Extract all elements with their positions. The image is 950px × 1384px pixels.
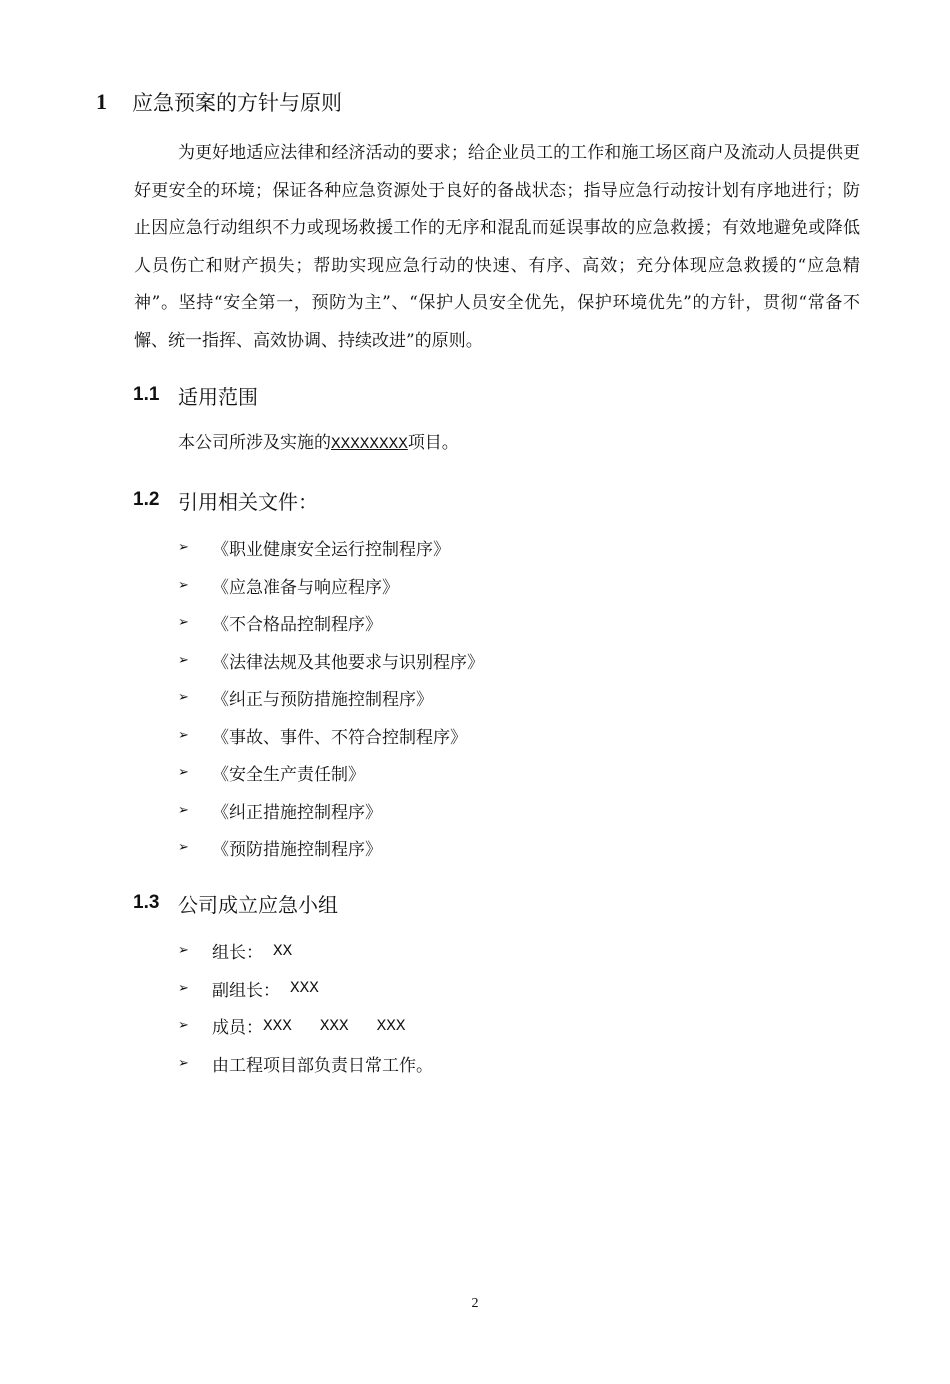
section-1-2-title: 引用相关文件： bbox=[178, 489, 318, 514]
arrow-bullet-icon: ➢ bbox=[178, 577, 189, 593]
scope-text-after: 项目。 bbox=[407, 433, 459, 453]
section-1-1-title: 适用范围 bbox=[178, 384, 258, 409]
section-1-1-number: 1.1 bbox=[133, 384, 160, 405]
arrow-bullet-icon: ➢ bbox=[178, 540, 189, 556]
list-item: ➢ 《职业健康安全运行控制程序》 bbox=[178, 540, 450, 561]
page-number: 2 bbox=[471, 1296, 479, 1311]
daily-work-item: ➢ 由工程项目部负责日常工作。 bbox=[178, 1055, 433, 1076]
arrow-bullet-icon: ➢ bbox=[178, 690, 189, 706]
arrow-bullet-icon: ➢ bbox=[178, 765, 189, 781]
arrow-bullet-icon: ➢ bbox=[178, 802, 189, 818]
arrow-bullet-icon: ➢ bbox=[178, 727, 189, 743]
section-1-heading bbox=[96, 86, 342, 118]
members-item: ➢ 成员： XXX XXX XXX bbox=[178, 1016, 406, 1039]
arrow-bullet-icon: ➢ bbox=[178, 652, 189, 668]
section-1-number: 1 bbox=[96, 89, 107, 114]
member-name: XXX bbox=[319, 1016, 349, 1035]
section-1-2-heading bbox=[133, 485, 318, 515]
deputy-leader-name: XXX bbox=[290, 979, 319, 998]
list-item: ➢ 《事故、事件、不符合控制程序》 bbox=[178, 727, 467, 748]
section-1-1-heading bbox=[133, 380, 258, 410]
emergency-team-list bbox=[178, 932, 433, 1082]
arrow-bullet-icon: ➢ bbox=[178, 943, 189, 959]
scope-text-before: 本公司所涉及实施的 bbox=[178, 433, 331, 453]
member-name: XXX bbox=[263, 1016, 292, 1035]
list-item: ➢ 《法律法规及其他要求与识别程序》 bbox=[178, 652, 484, 673]
list-item: ➢ 《应急准备与响应程序》 bbox=[178, 577, 399, 598]
team-leader-name: XX bbox=[273, 941, 293, 960]
team-leader-item: ➢ 组长： XX bbox=[178, 941, 293, 964]
list-item: ➢ 《纠正与预防措施控制程序》 bbox=[178, 690, 433, 711]
arrow-bullet-icon: ➢ bbox=[178, 840, 189, 856]
list-item: ➢ 《不合格品控制程序》 bbox=[178, 615, 382, 636]
arrow-bullet-icon: ➢ bbox=[178, 980, 189, 996]
list-item: ➢ 《预防措施控制程序》 bbox=[178, 840, 382, 861]
section-1-3-number: 1.3 bbox=[133, 892, 160, 913]
arrow-bullet-icon: ➢ bbox=[178, 1055, 189, 1071]
section-1-3-title: 公司成立应急小组 bbox=[178, 892, 338, 917]
list-item: ➢ 《安全生产责任制》 bbox=[178, 765, 365, 786]
project-name: XXXXXXXX bbox=[331, 435, 408, 453]
list-item: ➢ 《纠正措施控制程序》 bbox=[178, 802, 382, 823]
deputy-leader-item: ➢ 副组长： XXX bbox=[178, 979, 319, 1001]
reference-documents-list bbox=[178, 529, 484, 867]
arrow-bullet-icon: ➢ bbox=[178, 615, 189, 631]
section-1-title: 应急预案的方针与原则 bbox=[132, 91, 342, 115]
member-name: XXX bbox=[376, 1016, 406, 1035]
section-1-2-number: 1.2 bbox=[133, 489, 160, 510]
section-1-paragraph: 为更好地适应法律和经济活动的要求；给企业员工的工作和施工场区商户及流动人员提供更好更安全的环境；保证各种应急资源处于良好的备战状态；指导应急行动按计划有序地进行；防止因应急行动组织不力或现场救援工作的无序和混乱而延误事故的应急救援；有效地避免或降低人员伤亡和财产损失；帮助实现应急行动的快速、有序、高效；充分体现应急救援的“应急精神”。坚持“安全第一，预防为主”、“保护人员安全优先，保护环境优先”的方针，贯彻“常备不懈、统一指挥、高效协调、持续改进”的原则。 bbox=[134, 143, 860, 351]
scope-text bbox=[178, 428, 459, 459]
section-1-3-heading bbox=[133, 888, 338, 918]
arrow-bullet-icon: ➢ bbox=[178, 1018, 189, 1034]
